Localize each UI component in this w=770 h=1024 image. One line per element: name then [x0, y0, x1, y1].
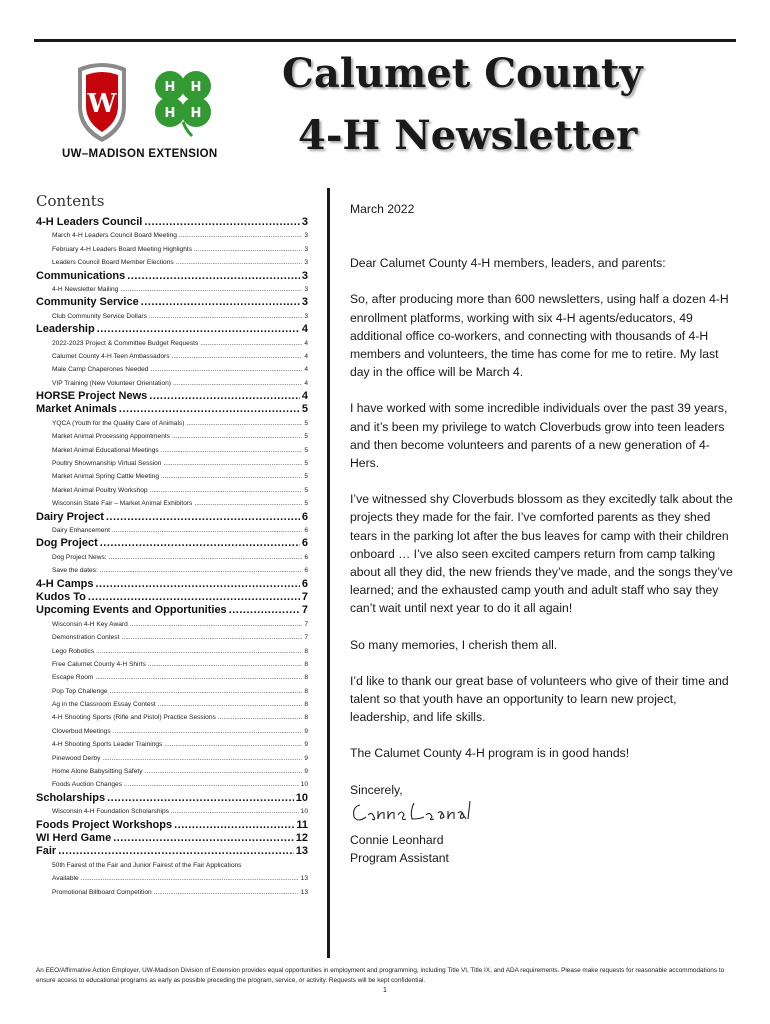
toc-subentry[interactable] — [36, 711, 308, 724]
footer-disclaimer: An EEO/Affirmative Action Employer, UW-Madison Division of Extension provides equal opportunities in employment and programming, including Title VI, Title IX, and ADA requirements. Please make requests for reasonable accommodations to ensure access to educational programs as early as possible preceding the program, service, or activity. Requests will be kept confidential. — [36, 967, 725, 984]
toc-entry-text: 4-H Shooting Sports Leader Trainings — [52, 741, 163, 749]
toc-entry-text: Wisconsin 4-H Key Award — [52, 620, 128, 628]
toc-page-number: 6 — [301, 510, 308, 523]
toc-entry-text: Market Animal Educational Meetings — [52, 446, 159, 454]
toc-dot-leader — [171, 805, 299, 818]
4h-clover-logo — [148, 66, 218, 138]
toc-dot-leader — [130, 618, 303, 631]
toc-page-number: 8 — [304, 701, 308, 709]
toc-entry-text: Foods Project Workshops — [36, 818, 173, 831]
toc-dot-leader — [96, 645, 302, 658]
toc-section-entry[interactable] — [36, 296, 308, 309]
toc-page-number: 4 — [304, 339, 308, 347]
toc-page-number: 5 — [304, 446, 308, 454]
toc-page-number: 6 — [304, 526, 308, 534]
toc-page-number: 7 — [304, 620, 308, 628]
toc-subentry[interactable] — [36, 430, 308, 443]
toc-entry-text: Kudos To — [36, 590, 86, 603]
toc-dot-leader — [112, 524, 302, 537]
toc-dot-leader — [141, 296, 300, 309]
toc-dot-leader — [186, 417, 302, 430]
toc-dot-leader — [148, 658, 303, 671]
toc-subentry[interactable] — [36, 671, 308, 684]
toc-page-number: 3 — [304, 232, 308, 240]
toc-dot-leader — [173, 377, 302, 390]
toc-page-number: 13 — [300, 888, 308, 896]
toc-page-number: 7 — [301, 604, 308, 617]
toc-page-number: 4 — [301, 323, 308, 336]
toc-entry-text: HORSE Project News — [36, 390, 148, 403]
letter-paragraph: I’ve witnessed shy Cloverbuds blossom as they excitedly talk about the projects they made for the fair. I’ve comforted parents as they shed tears in the parking lot after the bus leaves for camp with their children onboard … I’ve also seen excited campers return from camp talking about all they did, the new friends they’ve made, and the songs they’ve learned; and the exhausted camp youth and adult staff who say they can’t wait until next year to do it all again! — [350, 492, 733, 616]
toc-subentry[interactable] — [36, 524, 308, 537]
toc-page-number: 9 — [304, 727, 308, 735]
toc-subentry[interactable] — [36, 752, 308, 765]
toc-entry-text: Pinewood Derby — [52, 754, 101, 762]
toc-section-entry[interactable] — [36, 270, 308, 283]
toc-section-entry[interactable] — [36, 591, 308, 604]
toc-page-number: 10 — [295, 791, 308, 804]
toc-page-number: 4 — [301, 390, 308, 403]
toc-entry-text: Available — [52, 875, 79, 883]
toc-entry-text: 4-H Leaders Council — [36, 216, 143, 228]
toc-page-number: 8 — [304, 674, 308, 682]
svg-text:H: H — [190, 80, 202, 95]
toc-entry-text: Foods Auction Changes — [52, 781, 123, 789]
toc-section-entry[interactable] — [36, 832, 308, 845]
toc-page-number: 3 — [301, 216, 308, 228]
toc-page-number: 3 — [301, 269, 308, 282]
toc-dot-leader — [106, 511, 300, 524]
toc-entry-text: Cloverbud Meetings — [52, 727, 111, 735]
toc-dot-leader — [127, 270, 300, 283]
toc-entry-text: February 4-H Leaders Board Meeting Highlights — [52, 245, 193, 253]
toc-dot-leader — [218, 711, 303, 724]
toc-subentry[interactable] — [36, 256, 308, 269]
toc-page-number: 7 — [304, 634, 308, 642]
toc-dot-leader — [113, 725, 303, 738]
toc-entry-text: Escape Room — [52, 674, 94, 682]
toc-entry-text: Wisconsin State Fair – Market Animal Exhibitors — [52, 500, 193, 508]
letter-paragraph: So, after producing more than 600 newsletters, using half a dozen 4-H enrollment platforms, working with six 4-H agents/educators, 49 additional office co-workers, and connecting with thousands of 4-H members and volunteers, the time has come for me to retire. My last day in the office will be March 4. — [350, 292, 729, 380]
toc-page-number: 6 — [304, 553, 308, 561]
toc-subentry[interactable] — [36, 484, 308, 497]
toc-dot-leader — [100, 537, 300, 550]
page-number: 1 — [383, 987, 387, 994]
toc-dot-leader — [176, 256, 303, 269]
toc-dot-leader — [149, 310, 302, 323]
toc-page-number: 4 — [304, 366, 308, 374]
toc-subentry[interactable] — [36, 350, 308, 363]
logo-group — [62, 60, 242, 170]
toc-section-entry[interactable] — [36, 792, 308, 805]
toc-dot-leader — [150, 363, 302, 376]
toc-entry-text: Demonstration Contest — [52, 634, 120, 642]
svg-text:H: H — [190, 106, 202, 121]
toc-page-number: 7 — [301, 590, 308, 603]
toc-entry-text: Community Service — [36, 296, 139, 309]
newsletter-title-line2: 4-H Newsletter — [298, 112, 638, 159]
toc-dot-leader — [194, 497, 302, 510]
newsletter-title-line1: Calumet County — [282, 50, 643, 97]
toc-subentry[interactable] — [36, 564, 308, 577]
toc-subentry[interactable] — [36, 805, 308, 818]
toc-page-number: 9 — [304, 754, 308, 762]
toc-entry-text: Market Animal Processing Appointments — [52, 433, 171, 441]
toc-dot-leader — [120, 283, 302, 296]
toc-subentry[interactable] — [36, 497, 308, 510]
toc-page-number: 10 — [300, 808, 308, 816]
svg-text:W: W — [87, 89, 117, 119]
toc-dot-leader — [229, 604, 300, 617]
toc-title: Contents — [36, 192, 105, 210]
toc-entry-text: Dairy Enhancement — [52, 526, 110, 534]
toc-page-number: 3 — [304, 259, 308, 267]
toc-subentry[interactable] — [36, 725, 308, 738]
toc-page-number: 5 — [304, 433, 308, 441]
toc-dot-leader — [107, 792, 294, 805]
toc-entry-text: Dairy Project — [36, 510, 104, 523]
toc-page-number: 9 — [304, 741, 308, 749]
toc-dot-leader — [174, 819, 294, 832]
toc-entry-text: Lego Robotics — [52, 647, 95, 655]
toc-entry-text: YQCA (Youth for the Quality Care of Animals) — [52, 419, 185, 427]
toc-entry-text: Poultry Showmanship Virtual Session — [52, 460, 162, 468]
column-divider — [327, 188, 330, 958]
toc-subentry[interactable] — [36, 283, 308, 296]
toc-page-number: 5 — [304, 486, 308, 494]
toc-page-number: 8 — [304, 647, 308, 655]
toc-page-number: 13 — [295, 845, 308, 858]
toc-subentry[interactable] — [36, 778, 308, 791]
toc-subentry[interactable] — [36, 229, 308, 242]
toc-entry-text: Fair — [36, 845, 57, 858]
letter-paragraph: I have worked with some incredible individuals over the past 39 years, and it’s been my privilege to watch Cloverbuds grow into teen leaders and then become volunteers and parents of a new generation of 4-Hers. — [350, 401, 728, 471]
toc-dot-leader — [154, 886, 299, 899]
toc-dot-leader — [161, 470, 302, 483]
toc-entry-text: 4-H Newsletter Mailing — [52, 285, 119, 293]
toc-subentry[interactable] — [36, 363, 308, 376]
toc-page-number: 8 — [304, 714, 308, 722]
toc-subentry[interactable] — [36, 765, 308, 778]
toc-subentry[interactable] — [36, 377, 308, 390]
toc-section-entry[interactable] — [36, 403, 308, 416]
toc-section-entry[interactable] — [36, 578, 308, 591]
toc-page-number: 6 — [301, 537, 308, 550]
toc-dot-leader — [58, 845, 294, 858]
toc-entry-text: Promotional Billboard Competition — [52, 888, 152, 896]
toc-dot-leader — [164, 738, 302, 751]
uw-crest-logo — [72, 60, 132, 144]
toc-dot-leader — [124, 778, 299, 791]
toc-dot-leader — [102, 752, 302, 765]
toc-page-number: 5 — [304, 419, 308, 427]
toc-entry-text: 2022-2023 Project & Committee Budget Requests — [52, 339, 199, 347]
toc-dot-leader — [100, 564, 303, 577]
toc-list — [36, 216, 308, 899]
toc-section-entry[interactable] — [36, 604, 308, 617]
toc-dot-leader — [150, 484, 303, 497]
toc-subentry[interactable] — [36, 417, 308, 430]
letter-date: March 2022 — [350, 202, 415, 216]
toc-section-entry[interactable] — [36, 845, 308, 858]
toc-page-number: 5 — [304, 460, 308, 468]
toc-subentry[interactable] — [36, 470, 308, 483]
toc-page-number: 12 — [295, 831, 308, 844]
toc-page-number: 8 — [304, 687, 308, 695]
toc-entry-text: Leaders Council Board Member Elections — [52, 259, 174, 267]
toc-entry-text: 4-H Camps — [36, 577, 94, 590]
toc-subentry[interactable] — [36, 658, 308, 671]
toc-entry-text: Club Community Service Dollars — [52, 312, 147, 320]
toc-dot-leader — [179, 229, 302, 242]
toc-dot-leader — [113, 832, 294, 845]
toc-subentry[interactable] — [36, 872, 308, 885]
toc-dot-leader — [81, 872, 299, 885]
toc-page-number: 3 — [304, 285, 308, 293]
svg-text:H: H — [164, 106, 176, 121]
toc-entry-text: Dog Project — [36, 537, 98, 550]
toc-section-entry[interactable] — [36, 511, 308, 524]
toc-subentry[interactable] — [36, 685, 308, 698]
toc-entry-text: Dog Project News: — [52, 553, 107, 561]
toc-subentry[interactable] — [36, 551, 308, 564]
toc-dot-leader — [158, 698, 303, 711]
toc-dot-leader — [88, 591, 300, 604]
toc-dot-leader — [97, 323, 300, 336]
toc-section-entry[interactable] — [36, 390, 308, 403]
toc-dot-leader — [161, 444, 303, 457]
toc-dot-leader — [119, 403, 300, 416]
toc-entry-text: Male Camp Chaperones Needed — [52, 366, 149, 374]
toc-entry-text: Home Alone Babysitting Safety — [52, 768, 143, 776]
toc-entry-text: March 4-H Leaders Council Board Meeting — [52, 232, 177, 240]
letter-paragraph: I’d like to thank our great base of volunteers who give of their time and talent so that youth have an opportunity to learn new project, leadership, and life skills. — [350, 673, 729, 725]
toc-page-number: 6 — [301, 577, 308, 590]
toc-dot-leader — [109, 551, 303, 564]
toc-entry-text: Free Calumet County 4-H Shirts — [52, 660, 146, 668]
toc-subentry[interactable] — [36, 859, 308, 872]
toc-page-number: 5 — [301, 403, 308, 416]
toc-page-number: 4 — [304, 352, 308, 360]
letter-greeting: Dear Calumet County 4-H members, leaders, and parents: — [350, 256, 666, 271]
toc-dot-leader — [121, 631, 302, 644]
toc-entry-text: Leadership — [36, 323, 95, 336]
letter-paragraph: The Calumet County 4-H program is in good hands! — [350, 746, 630, 761]
toc-entry-text: VIP Training (New Volunteer Orientation) — [52, 379, 171, 387]
toc-dot-leader — [194, 243, 302, 256]
toc-entry-text: Market Animal Spring Cattle Meeting — [52, 473, 160, 481]
toc-page-number: 3 — [304, 245, 308, 253]
toc-subentry[interactable] — [36, 631, 308, 644]
toc-entry-text: 4-H Shooting Sports (Rifle and Pistol) Practice Sessions — [52, 714, 216, 722]
toc-section-entry[interactable] — [36, 323, 308, 336]
toc-entry-text: Market Animal Poultry Workshop — [52, 486, 148, 494]
handwritten-signature — [350, 797, 480, 827]
toc-page-number: 5 — [304, 473, 308, 481]
toc-entry-text: Ag in the Classroom Essay Contest — [52, 701, 156, 709]
toc-entry-text: Wisconsin 4-H Foundation Scholarships — [52, 808, 169, 816]
toc-entry-text: WI Herd Game — [36, 831, 112, 844]
toc-section-entry[interactable] — [36, 216, 308, 229]
toc-entry-text: 50th Fairest of the Fair and Junior Fairest of the Fair Applications — [52, 861, 242, 869]
toc-subentry[interactable] — [36, 738, 308, 751]
toc-page-number: 11 — [296, 818, 308, 831]
toc-subentry[interactable] — [36, 457, 308, 470]
toc-page-number: 5 — [304, 500, 308, 508]
toc-page-number: 4 — [304, 379, 308, 387]
toc-dot-leader — [163, 457, 302, 470]
svg-text:H: H — [164, 80, 176, 95]
toc-subentry[interactable] — [36, 337, 308, 350]
toc-entry-text: Communications — [36, 269, 126, 282]
toc-page-number: 13 — [300, 875, 308, 883]
letter — [350, 200, 735, 867]
letter-closing: Sincerely, — [350, 782, 403, 797]
toc-subentry[interactable] — [36, 886, 308, 899]
header-rule — [34, 39, 736, 42]
toc-subentry[interactable] — [36, 698, 308, 711]
toc-subentry[interactable] — [36, 618, 308, 631]
toc-page-number: 8 — [304, 660, 308, 668]
toc-dot-leader — [95, 578, 299, 591]
toc-page-number: 10 — [300, 781, 308, 789]
toc-entry-text: Upcoming Events and Opportunities — [36, 604, 227, 617]
signer-name: Connie Leonhard — [350, 832, 444, 847]
toc-subentry[interactable] — [36, 310, 308, 323]
toc-entry-text: Market Animals — [36, 403, 117, 416]
signer-title: Program Assistant — [350, 851, 449, 866]
toc-dot-leader — [110, 685, 303, 698]
toc-dot-leader — [95, 671, 302, 684]
toc-dot-leader — [144, 216, 300, 229]
toc-subentry[interactable] — [36, 645, 308, 658]
toc-page-number: 3 — [304, 312, 308, 320]
toc-dot-leader — [200, 337, 302, 350]
toc-dot-leader — [149, 390, 300, 403]
toc-entry-text: Pop Top Challenge — [52, 687, 108, 695]
toc-section-entry[interactable] — [36, 819, 308, 832]
toc-page-number: 6 — [304, 567, 308, 575]
toc-dot-leader — [172, 430, 302, 443]
toc-subentry[interactable] — [36, 444, 308, 457]
toc-subentry[interactable] — [36, 243, 308, 256]
logo-text: UW–MADISON EXTENSION — [62, 148, 218, 160]
letter-paragraph: So many memories, I cherish them all. — [350, 637, 558, 652]
toc-page-number: 3 — [301, 296, 308, 309]
table-of-contents — [36, 192, 308, 899]
toc-dot-leader — [172, 350, 303, 363]
toc-page-number: 9 — [304, 768, 308, 776]
toc-dot-leader — [145, 765, 303, 778]
toc-entry-text: Scholarships — [36, 791, 106, 804]
toc-section-entry[interactable] — [36, 537, 308, 550]
toc-entry-text: Calumet County 4-H Teen Ambassadors — [52, 352, 170, 360]
toc-entry-text: Save the dates: — [52, 567, 98, 575]
